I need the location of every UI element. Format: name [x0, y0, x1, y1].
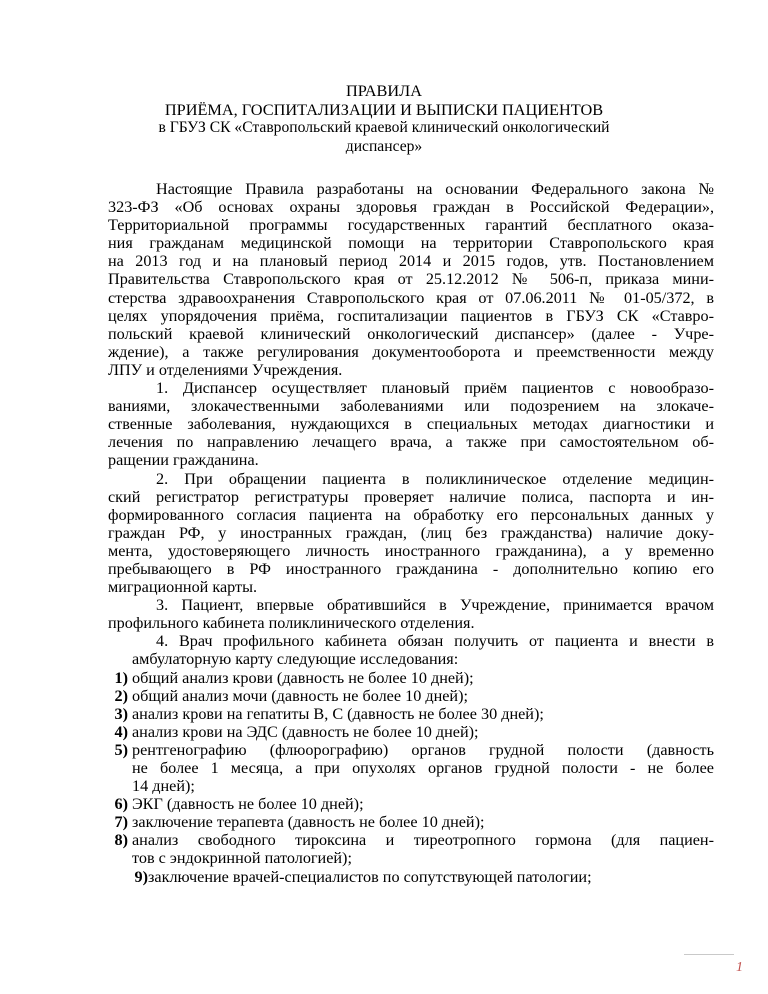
list-item — [108, 723, 714, 741]
list-item-number: 7) — [114, 813, 128, 832]
p2-line: пребывающего в РФ иностранного гражданина - дополнительно копию его — [108, 559, 714, 578]
p2-line: 2. При обращении пациента в поликлиническое отделение медицин- — [156, 469, 714, 488]
institution-line-cont: диспансер» — [345, 137, 423, 155]
list-item-line: анализ свободного тироксина и тиреотропного гормона (для пациен- — [132, 831, 714, 850]
list-item — [108, 868, 714, 886]
list-item-text — [132, 723, 714, 741]
p1-line: ваниями, злокачественными заболеваниями или подозрением на злокаче- — [108, 397, 714, 416]
p2-line: миграционной карты. — [108, 578, 258, 597]
p2-line: формированного согласия пациента на обработку его персональных данных у — [108, 505, 714, 524]
list-item — [108, 741, 714, 795]
list-item-line: заключение терапевта (давность не более 10 дней); — [132, 813, 485, 832]
intro-paragraph — [108, 180, 714, 379]
list-item-line: не более 1 месяца, а при опухолях органов грудной полости - не более — [132, 759, 714, 777]
intro-line: Территориальной программы государственных гарантий бесплатного оказа- — [108, 216, 714, 235]
p1-line: ращении гражданина. — [108, 451, 259, 470]
intro-line: Настоящие Правила разработаны на основании Федерального закона № — [156, 180, 714, 198]
p2-line: ский регистратор регистратуры проверяет наличие полиса, паспорта и ин- — [108, 487, 714, 506]
p1-line: 1. Диспансер осуществляет плановый приём пациентов с новообразо- — [156, 379, 714, 398]
p1-line: лечения по направлению лечащего врача, а также при самостоятельном об- — [108, 433, 714, 452]
p4-line: 4. Врач профильного кабинета обязан получить от пациента и внести в — [156, 632, 714, 651]
list-item — [108, 831, 714, 867]
intro-line: ЛПУ и отделениями Учреждения. — [108, 360, 343, 379]
list-item-line: анализ крови на ЭДС (давность не более 10 дней); — [132, 722, 479, 741]
p4-line: амбулаторную карту следующие исследования: — [132, 650, 459, 669]
footer-divider — [684, 954, 734, 955]
list-item-number: 8) — [114, 831, 128, 850]
intro-line: польский краевой клинический онкологический диспансер» (далее - Учре- — [108, 324, 714, 343]
list-item-text — [148, 868, 714, 886]
institution-line: в ГБУЗ СК «Ставропольский краевой клинический онкологический — [158, 119, 610, 136]
list-item-line: анализ крови на гепатиты В, С (давность не более 30 дней); — [132, 704, 544, 723]
list-item-line: общий анализ мочи (давность не более 10 дней); — [132, 686, 468, 705]
intro-line: ждение), а также регулирования документооборота и преемственности между — [108, 342, 714, 361]
list-item — [108, 795, 714, 813]
document-header — [100, 82, 668, 156]
intro-line: ния гражданам медицинской помощи на территории Ставропольского края — [108, 234, 714, 253]
list-item-line: ЭКГ (давность не более 10 дней); — [132, 795, 364, 814]
title: ПРАВИЛА — [346, 81, 422, 100]
intro-line: 323-ФЗ «Об основах охраны здоровья граждан в Российской Федерации», — [108, 198, 714, 217]
list-item-text — [132, 795, 714, 813]
title-subtitle: ПРИЁМА, ГОСПИТАЛИЗАЦИИ И ВЫПИСКИ ПАЦИЕНТОВ — [164, 99, 604, 119]
intro-line: целях упорядочения приёма, госпитализации пациентов в ГБУЗ СК «Ставро- — [108, 306, 714, 325]
list-item-line: заключение врачей-специалистов по сопутствующей патологии; — [148, 867, 592, 886]
list-item-line: рентгенографию (флюорографию) органов грудной полости (давность — [132, 740, 714, 759]
required-tests-list — [108, 669, 714, 886]
list-item-line: общий анализ крови (давность не более 10 дней); — [132, 668, 474, 687]
list-item-text — [132, 813, 714, 831]
p1-line: ственные заболевания, нуждающихся в специальных методах диагностики и — [108, 415, 714, 434]
paragraph-1 — [108, 379, 714, 469]
list-item-number: 5) — [114, 740, 128, 759]
page-number: 1 — [736, 960, 743, 975]
list-item-line: тов с эндокринной патологией); — [132, 849, 352, 868]
list-item-line: 14 дней); — [132, 777, 195, 796]
list-item-text — [132, 741, 714, 795]
intro-line: стерства здравоохранения Ставропольского края от 07.06.2011 № 01-05/372, в — [108, 288, 714, 307]
paragraph-4 — [108, 632, 714, 668]
list-item-number: 1) — [114, 668, 128, 687]
list-item-number: 4) — [114, 722, 128, 741]
list-item-number: 3) — [114, 704, 128, 723]
p3-line: 3. Пациент, впервые обратившийся в Учреждение, принимается врачом — [156, 596, 714, 615]
intro-line: на 2013 год и на плановый период 2014 и 2015 годов, утв. Постановлением — [108, 252, 714, 271]
list-item-number: 9) — [134, 867, 148, 886]
list-item — [108, 705, 714, 723]
document-body — [108, 180, 714, 886]
list-item-text — [132, 669, 714, 687]
list-item-number: 6) — [114, 795, 128, 814]
paragraph-2 — [108, 470, 714, 597]
p2-line: граждан РФ, у иностранных граждан, (лиц без гражданства) наличие доку- — [108, 523, 714, 542]
list-item — [108, 813, 714, 831]
p3-line: профильного кабинета поликлинического отделения. — [108, 614, 475, 633]
list-item-text — [132, 831, 714, 867]
list-item — [108, 687, 714, 705]
list-item-text — [132, 705, 714, 723]
list-item-number: 2) — [114, 686, 128, 705]
paragraph-3 — [108, 596, 714, 632]
list-item — [108, 669, 714, 687]
intro-line: Правительства Ставропольского края от 25.12.2012 № 506-п, приказа мини- — [108, 270, 714, 289]
list-item-text — [132, 687, 714, 705]
p2-line: мента, удостоверяющего личность иностранного гражданина), а у временно — [108, 541, 714, 560]
